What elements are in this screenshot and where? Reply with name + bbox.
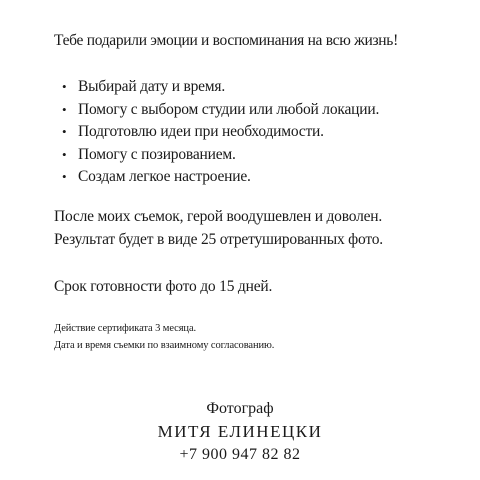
services-list	[62, 76, 379, 189]
signature-block	[0, 398, 480, 466]
result-line: После моих съемок, герой воодушевлен и доволен.	[54, 208, 383, 225]
bullet-marker: •	[62, 79, 67, 94]
terms-note	[54, 320, 274, 354]
result-paragraph	[54, 206, 383, 251]
list-item	[62, 76, 379, 99]
phone-number: +7 900 947 82 82	[179, 446, 301, 463]
intro-text: Тебе подарили эмоции и воспоминания на всю жизнь!	[54, 32, 398, 49]
list-item	[62, 99, 379, 122]
service-text: Подготовлю идеи при необходимости.	[78, 123, 324, 140]
scheduling-text: Дата и время съемки по взаимному согласованию.	[54, 340, 275, 351]
list-item	[62, 121, 379, 144]
service-text: Помогу с позированием.	[78, 145, 236, 163]
service-text: Выбирай дату и время.	[78, 78, 226, 95]
photographer-role: Фотограф	[206, 400, 274, 417]
bullet-marker: •	[62, 146, 67, 162]
list-item	[62, 166, 379, 189]
service-text: Создам легкое настроение.	[78, 168, 251, 185]
validity-text: Действие сертификата 3 месяца.	[54, 323, 197, 334]
photographer-name: МИТЯ ЕЛИНЕЦКИ	[157, 422, 323, 441]
bullet-marker: •	[62, 101, 67, 117]
deadline-text: Срок готовности фото до 15 дней.	[54, 278, 273, 295]
bullet-marker: •	[62, 169, 67, 184]
bullet-marker: •	[62, 124, 67, 139]
list-item	[62, 144, 379, 167]
result-line: Результат будет в виде 25 отретушированных фото.	[54, 230, 383, 248]
service-text: Помогу с выбором студии или любой локации.	[78, 100, 380, 118]
